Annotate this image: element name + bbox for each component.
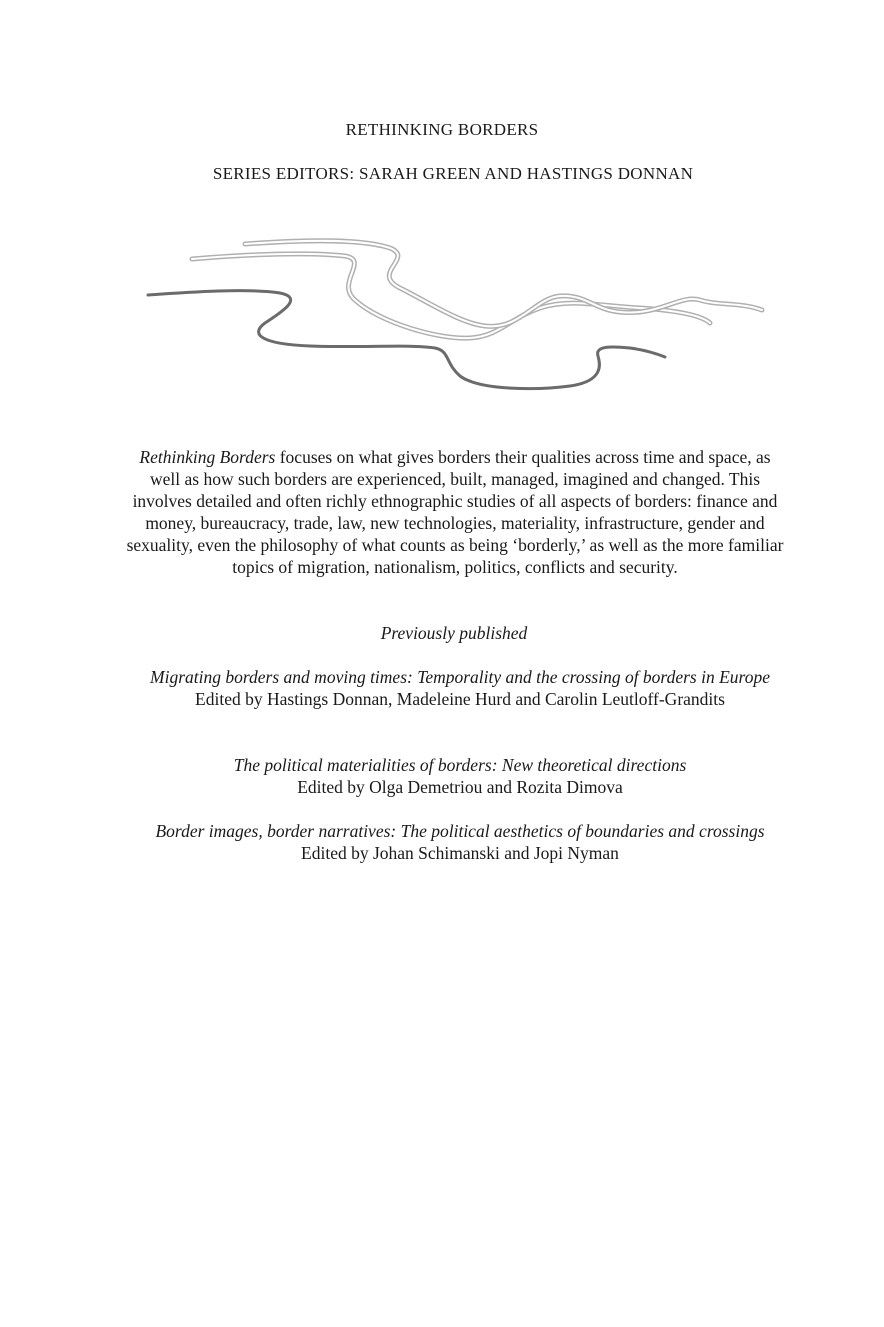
series-name-italic: Rethinking Borders xyxy=(139,447,276,467)
book-editors: Edited by Johan Schimanski and Jopi Nyman xyxy=(301,843,619,863)
book-title: Migrating borders and moving times: Temporality and the crossing of borders in Europe xyxy=(150,667,770,687)
book-editors: Edited by Hastings Donnan, Madeleine Hurd and Carolin Leutloff-Grandits xyxy=(195,689,725,709)
series-editors: SERIES EDITORS: SARAH GREEN AND HASTINGS DONNAN xyxy=(212,164,694,183)
light-border-line xyxy=(192,241,762,338)
series-description xyxy=(125,446,785,578)
book-entry xyxy=(130,820,790,864)
book-title: The political materialities of borders: New theoretical directions xyxy=(233,755,687,775)
series-title: RETHINKING BORDERS xyxy=(345,120,539,139)
border-lines-logo-icon xyxy=(140,228,770,398)
book-title: Border images, border narratives: The political aesthetics of boundaries and crossings xyxy=(155,821,765,841)
book-editors: Edited by Olga Demetriou and Rozita Dimova xyxy=(297,777,623,797)
book-entry xyxy=(130,666,790,710)
previously-published-heading: Previously published xyxy=(380,623,528,643)
book-entry xyxy=(130,754,790,798)
series-description-body: focuses on what gives borders their qualities across time and space, as well as how such borders are experienced, built, managed, imagined and changed. This involves detailed and often richly ethnographic studies of all aspects of borders: finance and money, bureaucracy, trade, law, new technologies, materiality, infrastructure, gender and sexuality, even the philosophy of what counts as being ‘borderly,’ as well as the more familiar topics of migration, nationalism, politics, conflicts and security. xyxy=(126,447,784,577)
